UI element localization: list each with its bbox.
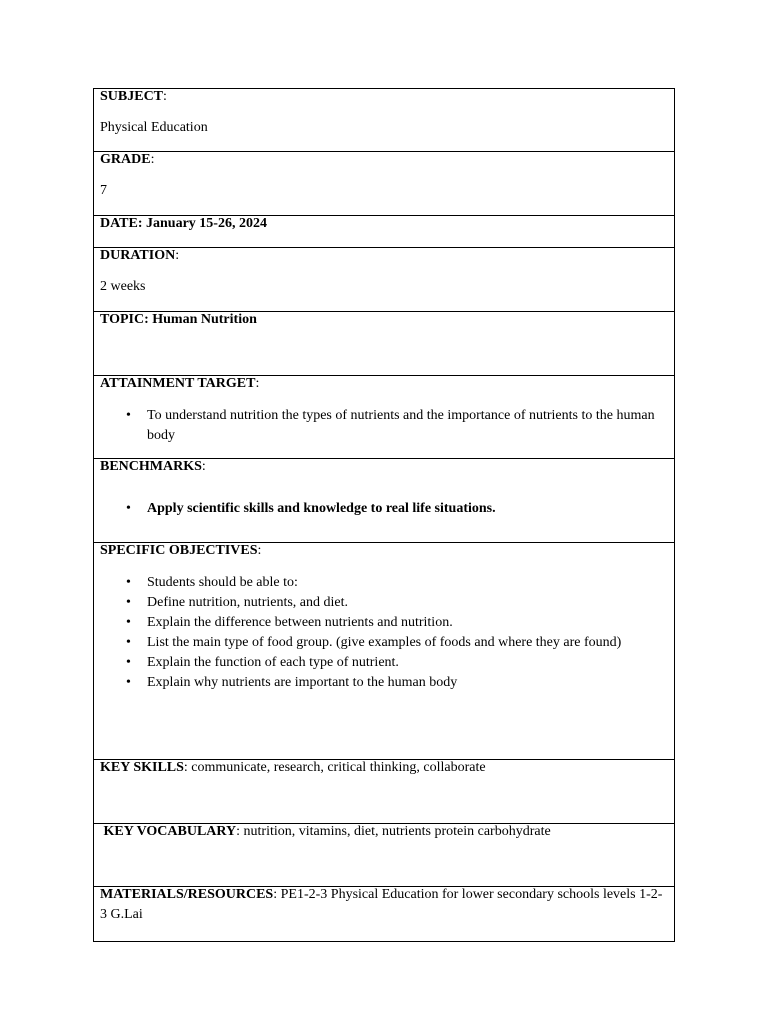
date-header — [100, 216, 668, 232]
grade-value: 7 — [100, 183, 107, 198]
duration-label: DURATION — [100, 248, 176, 263]
subject-value: Physical Education — [100, 120, 208, 135]
key-skills-label: KEY SKILLS — [100, 760, 184, 775]
grade-header — [100, 152, 668, 168]
subject-row — [94, 89, 674, 152]
grade-row — [94, 152, 674, 216]
materials-header — [100, 887, 668, 925]
grade-label: GRADE — [100, 152, 151, 167]
topic-label: TOPIC: Human Nutrition — [100, 312, 257, 327]
key-vocabulary-header — [100, 824, 668, 840]
benchmarks-header — [100, 459, 668, 475]
list-item: • List the main type of food group. (give examples of foods and where they are found) — [100, 633, 668, 653]
subject-label: SUBJECT — [100, 89, 164, 104]
lesson-plan-table — [93, 88, 675, 942]
specific-objectives-header — [100, 543, 668, 559]
topic-header — [100, 312, 668, 328]
key-skills-value: : communicate, research, critical thinking, collaborate — [183, 760, 486, 775]
list-item: • Explain why nutrients are important to the human body — [100, 673, 668, 693]
specific-objectives-list — [100, 573, 668, 693]
materials-label: MATERIALS/RESOURCES — [100, 887, 274, 902]
list-item: • Define nutrition, nutrients, and diet. — [100, 593, 668, 613]
attainment-target-list — [100, 406, 668, 446]
key-vocabulary-row — [94, 824, 674, 887]
benchmarks-row — [94, 459, 674, 543]
specific-objectives-row — [94, 543, 674, 760]
list-item: • To understand nutrition the types of nutrients and the importance of nutrients to the human body — [100, 406, 668, 446]
attainment-target-label: ATTAINMENT TARGET — [100, 376, 256, 391]
date-row — [94, 216, 674, 248]
materials-value: : PE1-2-3 Physical Education for lower secondary schools levels 1-2-3 G.Lai — [100, 887, 663, 922]
specific-objectives-colon: : — [257, 543, 262, 558]
specific-objectives-label: SPECIFIC OBJECTIVES — [100, 543, 258, 558]
key-skills-header — [100, 760, 668, 776]
materials-row — [94, 887, 674, 941]
key-vocabulary-label: KEY VOCABULARY — [103, 824, 237, 839]
list-item: • Explain the function of each type of nutrient. — [100, 653, 668, 673]
duration-colon: : — [175, 248, 180, 263]
attainment-target-header — [100, 376, 668, 392]
duration-value: 2 weeks — [100, 279, 146, 294]
attainment-target-colon: : — [255, 376, 260, 391]
benchmarks-label: BENCHMARKS — [100, 459, 202, 474]
list-item: • Explain the difference between nutrients and nutrition. — [100, 613, 668, 633]
topic-row — [94, 312, 674, 376]
key-skills-row — [94, 760, 674, 824]
duration-header — [100, 248, 668, 264]
grade-colon: : — [150, 152, 155, 167]
subject-header — [100, 89, 668, 105]
list-item — [100, 499, 668, 519]
date-label: DATE: January 15-26, 2024 — [100, 216, 267, 231]
subject-colon: : — [163, 89, 167, 104]
list-item: • Students should be able to: — [100, 573, 668, 593]
benchmark-text: Apply scientific skills and knowledge to real life situations. — [147, 501, 496, 516]
attainment-target-row — [94, 376, 674, 459]
benchmarks-colon: : — [201, 459, 206, 474]
key-vocabulary-value: : nutrition, vitamins, diet, nutrients protein carbohydrate — [236, 824, 551, 839]
duration-row — [94, 248, 674, 312]
benchmarks-list — [100, 499, 668, 519]
